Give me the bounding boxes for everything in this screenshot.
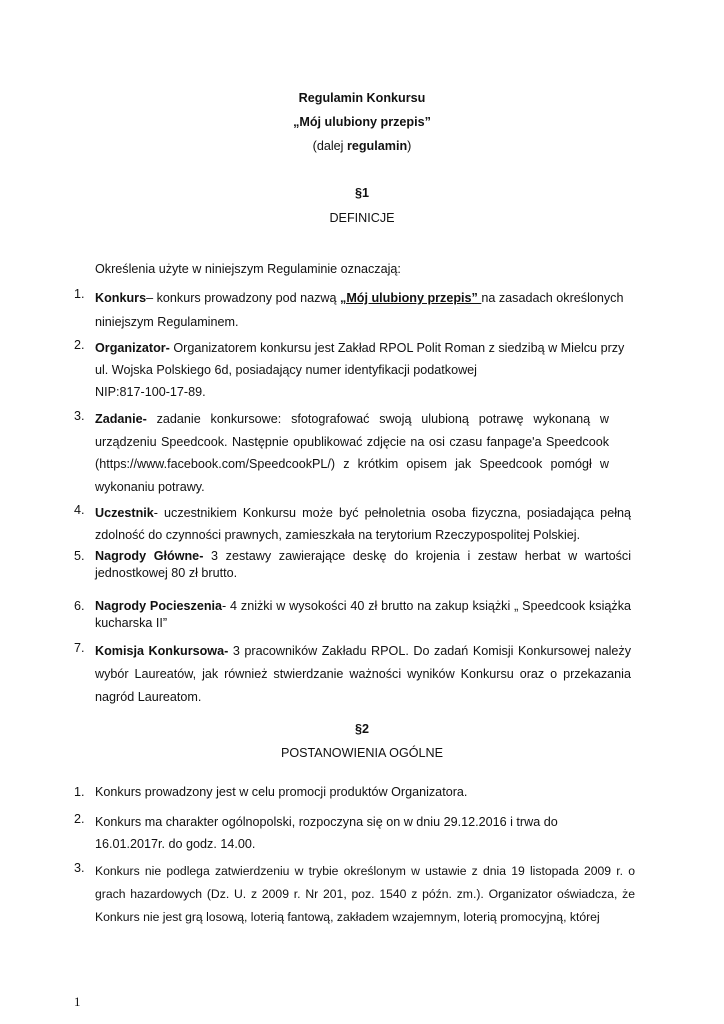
section-2-mark: §2: [354, 722, 369, 736]
section-2-title: POSTANOWIENIA OGÓLNE: [280, 746, 444, 760]
section-1-title: DEFINICJE: [329, 211, 395, 225]
provision-text: Konkurs ma charakter ogólnopolski, rozpoczyna się on w dniu 29.12.2016 i trwa do 16.01.2017r. do godz. 14.00.: [95, 815, 558, 851]
definition-text: Nagrody Główne- 3 zestawy zawierające deskę do krojenia i zestaw herbat w wartości jednostkowej 80 zł brutto.: [95, 549, 631, 580]
document-alias: (dalej regulamin): [312, 139, 412, 153]
definition-text: Zadanie- zadanie konkursowe: sfotografować swoją ulubioną potrawę wykonaną w urządzeniu Speedcook. Następnie opublikować zdjęcie na osi czasu fanpage'a Speedcook (https://www.facebook.com/SpeedcookPL/) z krótkim opisem jak Speedcook pomógł w wykonaniu potrawy.: [95, 412, 609, 494]
provision-text: Konkurs nie podlega zatwierdzeniu w trybie określonym w ustawie z dnia 19 listopada 2009 r. o grach hazardowych (Dz. U. z 2009 r. Nr 201, poz. 1540 z późn. zm.). Organizator oświadcza, że Konkurs nie jest grą losową, loterią fantową, zakładem wzajemnym, loterią promocyjną, której: [95, 864, 635, 924]
definition-text: Organizator- Organizatorem konkursu jest Zakład RPOL Polit Roman z siedzibą w Mielcu przy ul. Wojska Polskiego 6d, posiadający numer identyfikacji podatkowej NIP:817-100-17-89.: [95, 341, 625, 399]
definition-text: Komisja Konkursowa- 3 pracowników Zakładu RPOL. Do zadań Komisji Konkursowej należy wybór Laureatów, jak również stwierdzanie ważności wyników Konkursu oraz o przekazania nagród Laureatom.: [95, 644, 631, 704]
document-title: Regulamin Konkursu: [298, 91, 426, 105]
page-number: 1: [74, 994, 81, 1009]
section-1-mark: §1: [354, 186, 369, 200]
section-1-intro: Określenia użyte w niniejszym Regulaminie oznaczają:: [95, 262, 401, 276]
document-page: Regulamin Konkursu „Mój ulubiony przepis” (dalej regulamin) §1 DEFINICJE Określenia użyte w niniejszym Regulaminie oznaczają: 1. Konkurs– konkurs prowadzony pod nazwą „Mój ulubiony przepis” na zasadach określonych niniejszym Regulaminem. 2. Organizator- Organizatorem konkursu jest Zakład RPOL Polit Roman z siedzibą w Mielcu przy ul. Wojska Polskiego 6d, posiadający numer identyfikacji podatkowej NIP:817-100-17-89. 3. Zadanie- zadanie konkursowe: sfotografować swoją ulubioną potrawę wykonaną w urządzeniu Speedcook. Następnie opublikować zdjęcie na osi czasu fanpage'a Speedcook (https://www.facebook.com/SpeedcookPL/) z krótkim opisem jak Speedcook pomógł w wykonaniu potrawy. 4. Uczestnik- uczestnikiem Konkursu może być pełnoletnia osoba fizyczna, posiadająca pełną zdolność do czynności prawnych, zamieszkała na terytorium Rzeczypospolitej Polskiej. 5. Nagrody Główne- 3 zestawy zawierające deskę do krojenia i zestaw herbat w wartości jednostkowej 80 zł brutto. 6. Nagrody Pocieszenia- 4 zniżki w wysokości 40 zł brutto na zakup książki „ Speedcook książka kucharska II” 7. Komisja Konkursowa- 3 pracowników Zakładu RPOL. Do zadań Komisji Konkursowej należy wybór Laureatów, jak również stwierdzanie ważności wyników Konkursu oraz o przekazania nagród Laureatom. §2 POSTANOWIENIA OGÓLNE 1. Konkurs prowadzony jest w celu promocji produktów Organizatora. 2. Konkurs ma charakter ogólnopolski, rozpoczyna się on w dniu 29.12.2016 i trwa do 16.01.2017r. do godz. 14.00. 3. Konkurs nie podlega zatwierdzeniu w trybie określonym w ustawie z dnia 19 listopada 2009 r. o grach hazardowych (Dz. U. z 2009 r. Nr 201, poz. 1540 z późn. zm.). Organizator oświadcza, że Konkurs nie jest grą losową, loterią fantową, zakładem wzajemnym, loterią promocyjną, której 1: [0, 0, 724, 1024]
definition-text: Nagrody Pocieszenia- 4 zniżki w wysokości 40 zł brutto na zakup książki „ Speedcook książka kucharska II”: [95, 599, 631, 630]
contest-name: „Mój ulubiony przepis”: [293, 115, 431, 129]
definition-text: Uczestnik- uczestnikiem Konkursu może być pełnoletnia osoba fizyczna, posiadająca pełną zdolność do czynności prawnych, zamieszkała na terytorium Rzeczypospolitej Polskiej.: [95, 506, 631, 542]
definition-text: Konkurs– konkurs prowadzony pod nazwą „Mój ulubiony przepis” na zasadach określonych niniejszym Regulaminem.: [95, 291, 624, 329]
provision-text: Konkurs prowadzony jest w celu promocji produktów Organizatora.: [95, 785, 468, 799]
